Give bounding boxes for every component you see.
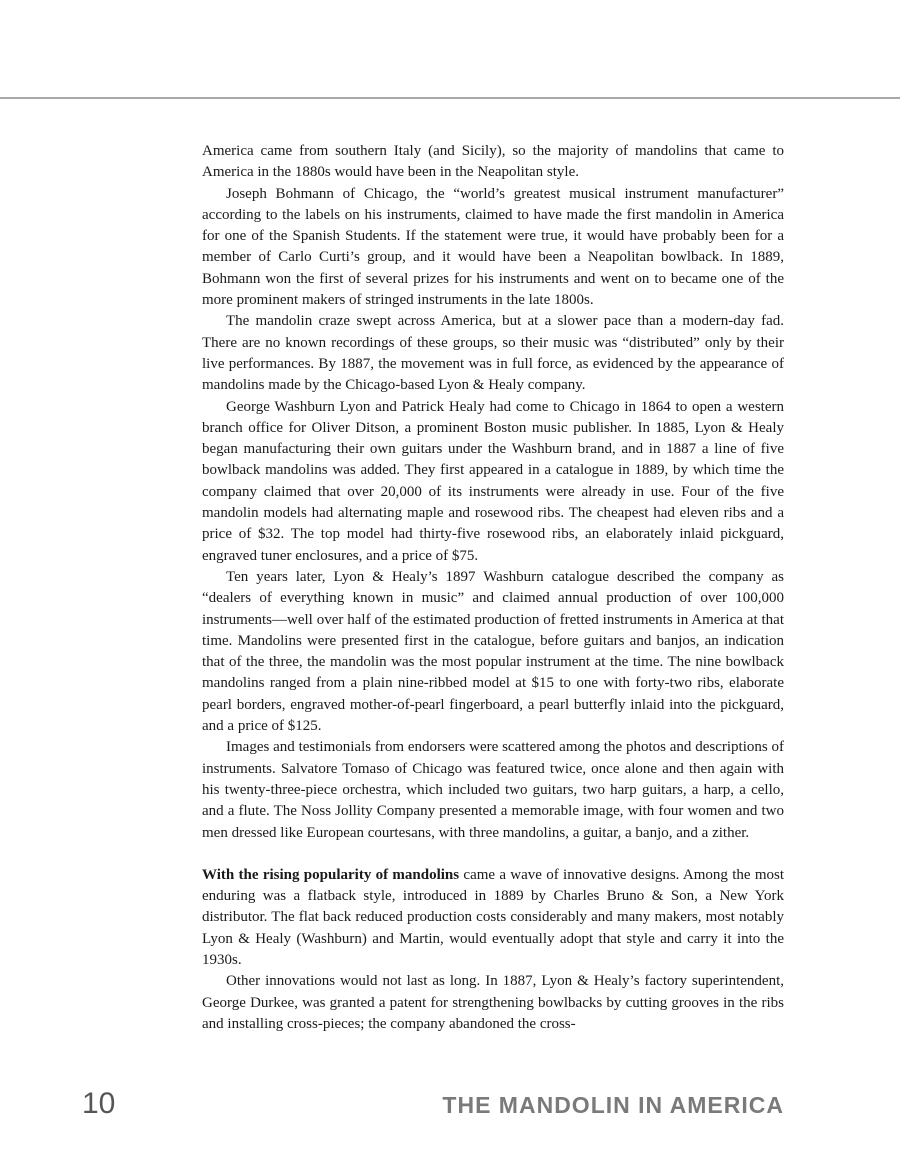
paragraph-2: Joseph Bohmann of Chicago, the “world’s greatest musical instrument manufacturer” according to the labels on his instruments, claimed to have made the first mandolin in America for one of the Spanish Students. If the statement were true, it would have probably been for a member of Carlo Curti’s group, and it would have been a Neapolitan bowlback. In 1889, Bohmann won the first of several prizes for his instruments and went on to became one of the more prominent makers of stringed instruments in the late 1800s. — [202, 185, 784, 309]
paragraph-1: America came from southern Italy (and Sicily), so the majority of mandolins that came to America in the 1880s would have been in the Neapolitan style. — [202, 143, 784, 181]
paragraph-6: Images and testimonials from endorsers were scattered among the photos and descriptions of instruments. Salvatore Tomaso of Chicago was featured twice, once alone and then again with his twenty-three-piece orchestra, which included two guitars, two harp guitars, a harp, a cello, and a flute. The Noss Jollity Company presented a memorable image, with four women and two men dressed like European courtesans, with three mandolins, a guitar, a banjo, and a zither. — [202, 739, 784, 841]
paragraph-7-text: came a wave of innovative designs. Among the most enduring was a flatback style, introduced in 1889 by Charles Bruno & Son, a New York distributor. The flat back reduced production costs considerably and many makers, most notably Lyon & Healy (Washburn) and Martin, would eventually adopt that style and carry it into the 1930s. — [202, 866, 784, 968]
paragraph-4: George Washburn Lyon and Patrick Healy had come to Chicago in 1864 to open a western branch office for Oliver Ditson, a prominent Boston music publisher. In 1885, Lyon & Healy began manufacturing their own guitars under the Washburn brand, and in 1887 a line of five bowlback mandolins was added. They first appeared in a catalogue in 1889, by which time the company claimed that over 20,000 of its instruments were already in use. Four of the five mandolin models had alternating maple and rosewood ribs. The cheapest had eleven ribs and a price of $32. The top model had thirty-five rosewood ribs, an elaborately inlaid pickguard, engraved tuner enclosures, and a price of $75. — [202, 398, 784, 564]
paragraph-7 — [202, 865, 784, 971]
section-lead-in: With the rising popularity of mandolins — [202, 866, 460, 883]
header-rule — [0, 97, 900, 99]
running-title: THE MANDOLIN IN AMERICA — [442, 1092, 784, 1118]
paragraph-8: Other innovations would not last as long. In 1887, Lyon & Healy’s factory superintendent, George Durkee, was granted a patent for strengthening bowlbacks by cutting grooves in the ribs and installing cross-pieces; the company abandoned the cross- — [202, 973, 784, 1032]
page-number: 10 — [82, 1087, 116, 1120]
body-text — [202, 141, 784, 1035]
paragraph-3: The mandolin craze swept across America, but at a slower pace than a modern-day fad. There are no known recordings of these groups, so their music was “distributed” only by their live performances. By 1887, the movement was in full force, as evidenced by the appearance of mandolins made by the Chicago-based Lyon & Healy company. — [202, 313, 784, 394]
paragraph-5: Ten years later, Lyon & Healy’s 1897 Washburn catalogue described the company as “dealers of everything known in music” and claimed annual production of over 100,000 instruments—well over half of the estimated production of fretted instruments in America at that time. Mandolins were presented first in the catalogue, before guitars and banjos, an indication that of the three, the mandolin was the most popular instrument at the time. The nine bowlback mandolins ranged from a plain nine-ribbed model at $15 to one with forty-two ribs, elaborate pearl borders, engraved mother-of-pearl fingerboard, a pearl butterfly inlaid into the pickguard, and a price of $125. — [202, 568, 784, 735]
